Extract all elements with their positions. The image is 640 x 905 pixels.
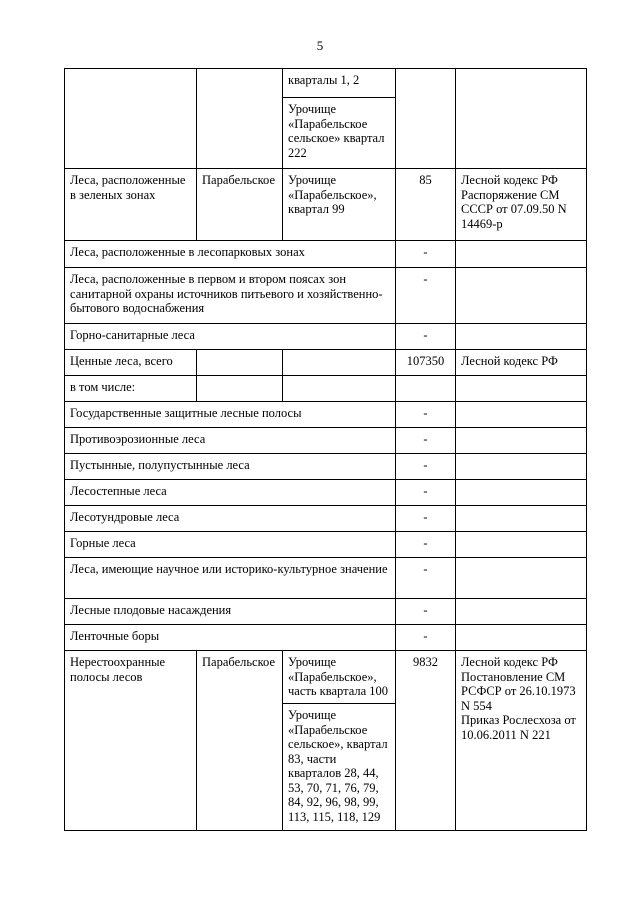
cell-area: - — [396, 324, 456, 350]
table-row — [65, 506, 587, 532]
cell-legal-basis: Лесной кодекс РФ — [456, 350, 587, 376]
cell-legal-basis — [456, 376, 587, 402]
cell-legal-basis — [456, 480, 587, 506]
cell-location — [283, 376, 396, 402]
cell-legal-basis — [456, 428, 587, 454]
legal-basis-line: Лесной кодекс РФ Постановление СМ РСФСР от 26.10.1973 N 554 — [461, 655, 576, 713]
cell-legal-basis — [456, 599, 587, 625]
cell-legal-basis — [456, 69, 587, 169]
table-row — [65, 599, 587, 625]
cell-category: в том числе: — [65, 376, 197, 402]
cell-area: 107350 — [396, 350, 456, 376]
cell-legal-basis — [456, 454, 587, 480]
cell-category: Леса, расположенные в зеленых зонах — [65, 169, 197, 241]
cell-area: 9832 — [396, 651, 456, 831]
cell-area: - — [396, 625, 456, 651]
cell-area: 85 — [396, 169, 456, 241]
cell-legal-basis — [456, 324, 587, 350]
cell-forestry — [197, 376, 283, 402]
cell-area: - — [396, 454, 456, 480]
cell-area: - — [396, 599, 456, 625]
table-row — [65, 402, 587, 428]
table-row — [65, 480, 587, 506]
cell-category: Леса, расположенные в первом и втором поясах зон санитарной охраны источников питьевого и хозяйственно-бытового водоснабжения — [65, 268, 396, 324]
cell-area: - — [396, 268, 456, 324]
cell-area: - — [396, 241, 456, 268]
cell-category: Лесотундровые леса — [65, 506, 396, 532]
cell-area — [396, 376, 456, 402]
cell-category: Горно-санитарные леса — [65, 324, 396, 350]
cell-legal-basis — [456, 625, 587, 651]
table-row — [65, 268, 587, 324]
table-row — [65, 532, 587, 558]
cell-category: Леса, имеющие научное или историко-культурное значение — [65, 558, 396, 599]
cell-location: Урочище «Парабельское сельское» квартал 222 — [283, 98, 396, 169]
table-row — [65, 324, 587, 350]
cell-category: Лесостепные леса — [65, 480, 396, 506]
cell-category: Пустынные, полупустынные леса — [65, 454, 396, 480]
cell-legal-basis — [456, 506, 587, 532]
table-row — [65, 558, 587, 599]
table-row — [65, 625, 587, 651]
cell-area: - — [396, 428, 456, 454]
cell-category: Нерестоохранные полосы лесов — [65, 651, 197, 831]
cell-forestry — [197, 69, 283, 169]
cell-legal-basis — [456, 241, 587, 268]
table-row — [65, 69, 587, 98]
table-row — [65, 454, 587, 480]
cell-forestry: Парабельское — [197, 651, 283, 831]
cell-category: Государственные защитные лесные полосы — [65, 402, 396, 428]
cell-legal-basis — [456, 268, 587, 324]
cell-category: Ленточные боры — [65, 625, 396, 651]
cell-forestry — [197, 350, 283, 376]
cell-location — [283, 350, 396, 376]
page-number: 5 — [316, 38, 324, 53]
table-row — [65, 651, 587, 704]
cell-area: - — [396, 558, 456, 599]
cell-area: - — [396, 402, 456, 428]
cell-area — [396, 69, 456, 169]
table-row — [65, 241, 587, 268]
cell-category: Противоэрозионные леса — [65, 428, 396, 454]
table-row — [65, 350, 587, 376]
cell-area: - — [396, 532, 456, 558]
cell-category: Лесные плодовые насаждения — [65, 599, 396, 625]
legal-basis-line: Приказ Рослесхоза от 10.06.2011 N 221 — [461, 713, 576, 742]
cell-location: Урочище «Парабельское», квартал 99 — [283, 169, 396, 241]
table-row — [65, 169, 587, 241]
table-row — [65, 428, 587, 454]
cell-area: - — [396, 480, 456, 506]
cell-category: Леса, расположенные в лесопарковых зонах — [65, 241, 396, 268]
cell-location: кварталы 1, 2 — [283, 69, 396, 98]
cell-category — [65, 69, 197, 169]
cell-forestry: Парабельское — [197, 169, 283, 241]
cell-location: Урочище «Парабельское сельское», квартал 83, части кварталов 28, 44, 53, 70, 71, 76, 79, 84, 92, 96, 98, 99, 113, 115, 118, 129 — [283, 704, 396, 831]
cell-category: Ценные леса, всего — [65, 350, 197, 376]
cell-legal-basis — [456, 558, 587, 599]
cell-category: Горные леса — [65, 532, 396, 558]
cell-legal-basis — [456, 651, 587, 831]
protective-forests-table — [64, 68, 587, 831]
cell-legal-basis — [456, 402, 587, 428]
table-row — [65, 376, 587, 402]
cell-legal-basis: Лесной кодекс РФ Распоряжение СМ СССР от 07.09.50 N 14469-р — [456, 169, 587, 241]
cell-location: Урочище «Парабельское», часть квартала 100 — [283, 651, 396, 704]
cell-area: - — [396, 506, 456, 532]
cell-legal-basis — [456, 532, 587, 558]
